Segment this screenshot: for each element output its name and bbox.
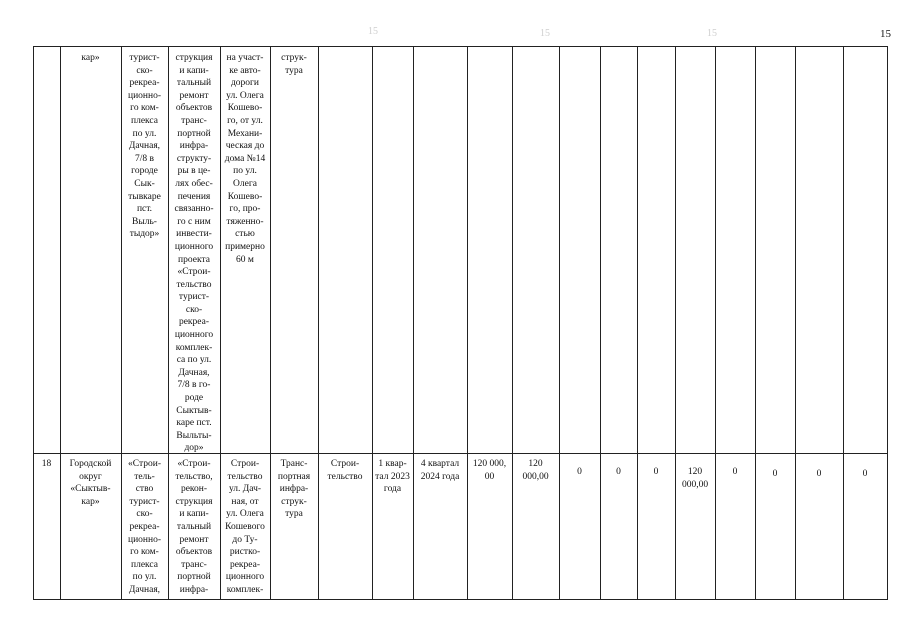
column-rule xyxy=(413,46,414,599)
amount-cell: 0 xyxy=(772,469,778,479)
amount-cell: 0 xyxy=(862,469,868,479)
page-number: 15 xyxy=(880,28,891,40)
row-number-cell: 18 xyxy=(41,459,52,469)
column-rule xyxy=(559,46,560,599)
infrastructure-type-cell: Транс- портная инфра- струк- тура xyxy=(277,459,311,520)
column-rule xyxy=(843,46,844,599)
amount-cell: 120 000,00 xyxy=(522,459,549,482)
municipality-cell: кар» xyxy=(81,53,100,63)
event-name-cell: «Строи- тельство, рекон- струкция и капи- тальный ремонт объектов транс- портной инфра- xyxy=(175,459,213,595)
column-rule xyxy=(33,46,34,599)
scan-mark: 15 xyxy=(707,28,717,39)
column-rule xyxy=(887,46,888,599)
column-rule xyxy=(318,46,319,599)
column-rule xyxy=(755,46,756,599)
column-rule xyxy=(512,46,513,599)
object-cell: на участ- ке авто- дороги ул. Олега Кошево- го, от ул. Механи- ческая до дома №14 по ул. Олега Кошево- го, про- тяженно- стью примерно 60 м xyxy=(224,53,266,265)
row-rule xyxy=(33,599,888,600)
amount-cell: 120 000,00 xyxy=(681,467,709,490)
column-rule xyxy=(715,46,716,599)
amount-cell: 0 xyxy=(732,467,738,477)
start-date-cell: 1 квар- тал 2023 года xyxy=(375,459,410,495)
column-rule xyxy=(795,46,796,599)
event-name-cell: струкция и капи- тальный ремонт объектов транс- портной инфра- структу- ры в це- лях обес- печения связанно- го с ним инвести- ционного проекта «Строи- тельство турист- ско- рекреа- ционного комплек- са по ул. Дачная, 7/8 в го- роде Сыктыв- каре пст. Выльты- дор» xyxy=(174,53,214,454)
column-rule xyxy=(60,46,61,599)
total-cost-cell: 120 000, 00 xyxy=(472,459,507,482)
amount-cell: 0 xyxy=(653,467,659,477)
object-cell: Строи- тельство ул. Дач- ная, от ул. Олега Кошевого до Ту- ристко- рекреа- ционного комплек- xyxy=(225,459,265,595)
row-rule xyxy=(33,46,888,47)
scan-mark: 15 xyxy=(368,26,378,37)
column-rule xyxy=(372,46,373,599)
column-rule xyxy=(600,46,601,599)
municipality-cell: Городской округ «Сыктыв- кар» xyxy=(69,459,112,507)
work-type-cell: Строи- тельство xyxy=(327,459,363,482)
scan-mark: 15 xyxy=(540,28,550,39)
project-name-cell: «Строи- тель- ство турист- ско- рекреа- ционно- го ком- плекса по ул. Дачная, xyxy=(128,459,161,595)
column-rule xyxy=(675,46,676,599)
column-rule xyxy=(637,46,638,599)
amount-cell: 0 xyxy=(816,469,822,479)
end-date-cell: 4 квартал 2024 года xyxy=(420,459,460,482)
amount-cell: 0 xyxy=(616,467,621,477)
column-rule xyxy=(467,46,468,599)
amount-cell: 0 xyxy=(577,467,582,477)
infrastructure-type-cell: струк- тура xyxy=(281,53,307,76)
row-rule xyxy=(33,453,888,454)
project-name-cell: турист- ско- рекреа- ционно- го ком- плекса по ул. Дачная, 7/8 в городе Сык- тывкаре пст. Выль- тыдор» xyxy=(128,53,161,240)
